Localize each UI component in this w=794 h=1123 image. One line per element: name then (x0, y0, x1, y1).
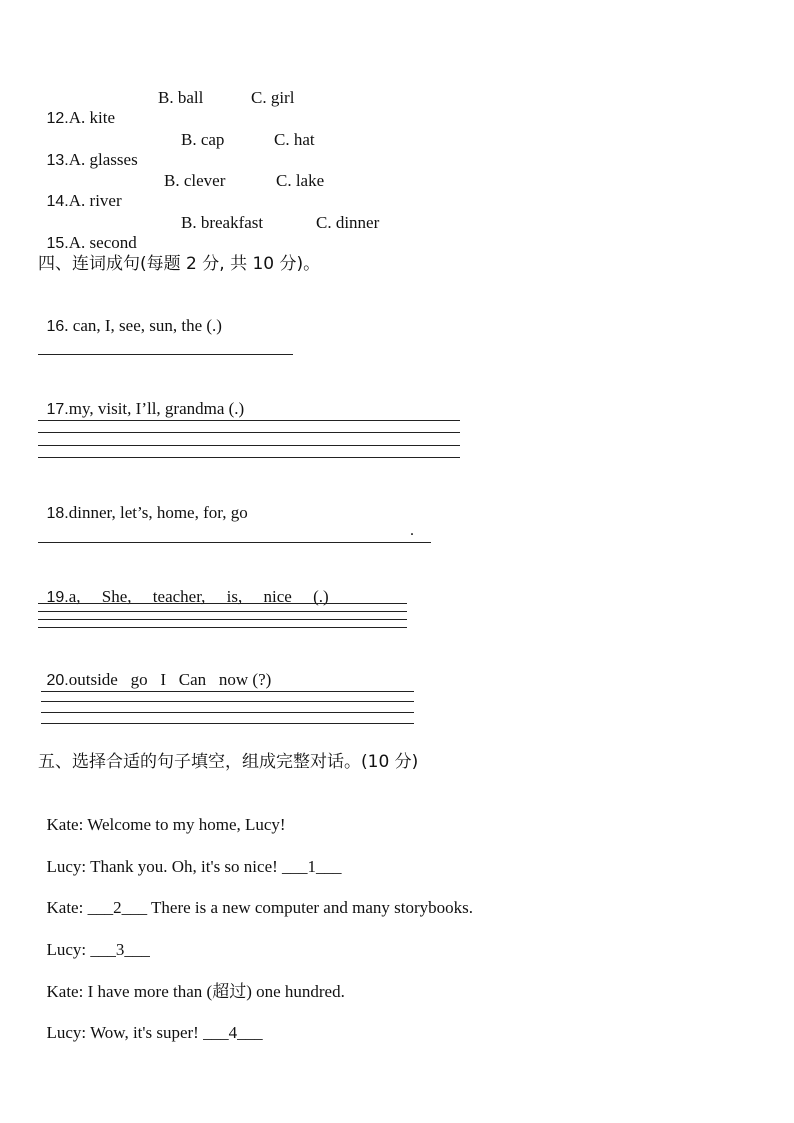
dialog-text: Thank you. Oh, it's so nice! (86, 857, 283, 876)
writing-line (41, 712, 414, 713)
dialog-line (38, 920, 150, 960)
answer-blank[interactable]: ___4___ (203, 1023, 263, 1042)
question-19 (38, 567, 329, 608)
question-text: my, visit, I’ll, grandma (.) (68, 399, 245, 418)
writing-line (38, 603, 407, 604)
dialog-line (38, 962, 345, 1002)
question-number: 15. (46, 235, 69, 252)
question-number: 19. (46, 589, 69, 606)
question-text: a, She, teacher, is, nice (.) (68, 587, 329, 606)
question-number: 18. (46, 505, 69, 522)
option-c: C. girl (251, 88, 295, 107)
option-a: A. second (68, 233, 137, 252)
dialog-text: Wow, it's super! (86, 1023, 204, 1042)
question-17 (38, 379, 244, 420)
answer-line (38, 542, 431, 543)
writing-line (38, 619, 407, 620)
speaker: Kate: (46, 898, 84, 917)
question-number: 16 (46, 318, 65, 335)
option-a: A. glasses (68, 150, 138, 169)
dialog-line (38, 795, 286, 835)
dialog-text: I have more than (超过) one hundred. (83, 982, 345, 1001)
option-a: A. kite (68, 108, 116, 127)
question-number: 14. (46, 193, 69, 210)
speaker: Lucy: (46, 1023, 87, 1042)
option-b: B. cap (181, 130, 225, 149)
option-c: C. lake (276, 171, 325, 190)
dialog-line (38, 878, 473, 918)
writing-line (38, 445, 460, 446)
question-number: 20. (46, 672, 69, 689)
section-4-heading: 四、连词成句(每题 2 分, 共 10 分)。 (38, 254, 321, 274)
answer-line (38, 354, 293, 355)
writing-line (38, 420, 460, 421)
answer-blank[interactable]: ___3___ (90, 940, 150, 959)
speaker: Kate: (46, 815, 84, 834)
writing-line (38, 432, 460, 433)
writing-line (41, 723, 414, 724)
question-18 (38, 483, 248, 524)
question-text: outside go I Can now (?) (68, 670, 272, 689)
option-c: C. dinner (316, 213, 380, 232)
speaker: Lucy: (46, 940, 87, 959)
question-16 (38, 296, 222, 337)
writing-line (38, 611, 407, 612)
speaker: Kate: (46, 982, 84, 1001)
dialog-line (38, 1003, 263, 1043)
dialog-text: Welcome to my home, Lucy! (83, 815, 286, 834)
question-number: 13. (46, 152, 69, 169)
option-a: A. river (68, 191, 122, 210)
answer-blank[interactable]: ___2___ (87, 898, 148, 917)
question-number: 17. (46, 401, 69, 418)
writing-line (38, 627, 407, 628)
writing-line (41, 691, 414, 692)
option-c: C. hat (274, 130, 315, 149)
dialog-line (38, 837, 342, 877)
option-b: B. ball (158, 88, 204, 107)
option-b: B. clever (164, 171, 226, 190)
option-b: B. breakfast (181, 213, 264, 232)
sentence-period: . (410, 522, 414, 539)
writing-line (38, 457, 460, 458)
question-20 (38, 650, 271, 691)
answer-blank[interactable]: ___1___ (282, 857, 342, 876)
speaker: Lucy: (46, 857, 87, 876)
question-text: . can, I, see, sun, the (.) (64, 316, 222, 335)
section-5-heading: 五、选择合适的句子填空，组成完整对话。(10 分) (38, 752, 419, 772)
writing-line (41, 701, 414, 702)
question-number: 12. (46, 110, 69, 127)
question-text: dinner, let’s, home, for, go (68, 503, 248, 522)
dialog-text: There is a new computer and many storybooks. (147, 898, 473, 917)
